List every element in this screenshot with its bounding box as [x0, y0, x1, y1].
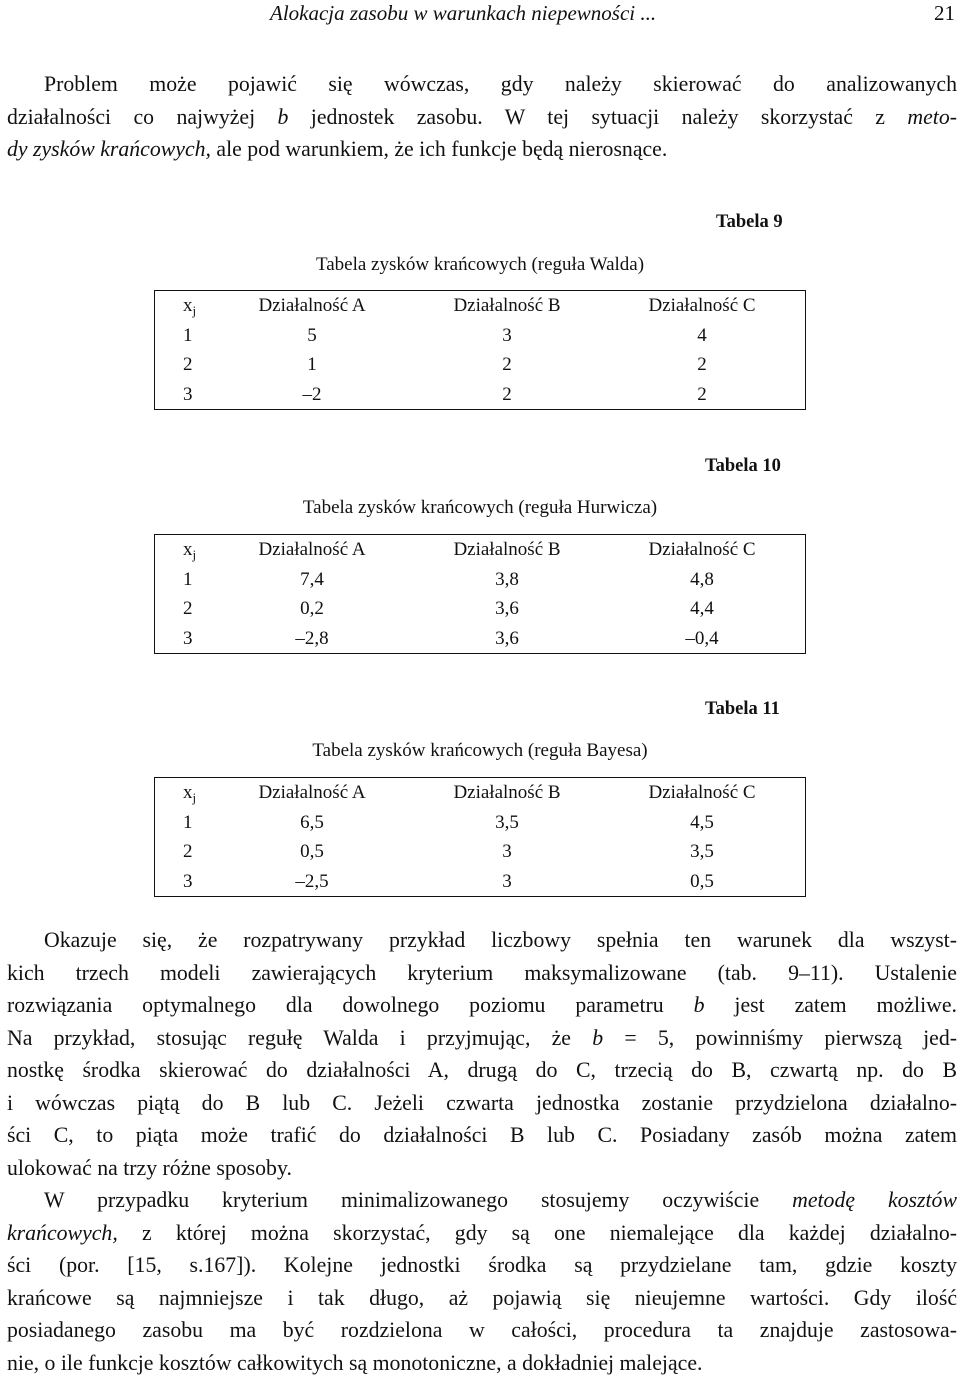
table-bayesa — [154, 777, 806, 897]
intro-paragraph — [7, 68, 957, 166]
table-label: Tabela 11 — [705, 699, 780, 720]
table-row — [155, 321, 805, 351]
table-cell: 3,6 — [427, 624, 587, 654]
page-number: 21 — [934, 0, 955, 26]
table-row — [155, 624, 805, 654]
table-cell: 4,5 — [622, 808, 782, 838]
text-line: dy zysków krańcowych, ale pod warunkiem, że ich funkcje będą nierosnące. — [7, 133, 957, 166]
header-cell: Działalność C — [622, 291, 782, 321]
table-cell: 3,8 — [427, 565, 587, 595]
table-caption: Tabela zysków krańcowych (reguła Bayesa) — [0, 740, 960, 762]
table-cell: 7,4 — [232, 565, 392, 595]
header-cell: $x_j$ — [183, 778, 253, 813]
header-cell: $x_j$ — [183, 535, 253, 570]
table-header-row — [155, 291, 805, 321]
text-line: posiadanego zasobu ma być rozdzielona w całości, procedura ta znajduje zastosowa- — [7, 1314, 957, 1347]
table-cell: 1 — [183, 808, 253, 838]
table-cell: –2,5 — [232, 867, 392, 897]
text-line: Problem może pojawić się wówczas, gdy należy skierować do analizowanych — [7, 68, 957, 101]
table-cell: 2 — [427, 350, 587, 380]
header-cell: Działalność A — [232, 778, 392, 808]
header-cell: Działalność B — [427, 291, 587, 321]
text-line: ści (por. [15, s.167]). Kolejne jednostki środka są przydzielane tam, gdzie koszty — [7, 1249, 957, 1282]
text-line: Na przykład, stosując regułę Walda i przyjmując, że b = 5, powinniśmy pierwszą jed- — [7, 1022, 957, 1055]
table-header-row — [155, 778, 805, 808]
table-cell: 3 — [183, 380, 253, 410]
table-cell: 6,5 — [232, 808, 392, 838]
table-label: Tabela 9 — [716, 212, 783, 233]
table-hurwicza — [154, 534, 806, 654]
table-cell: –2,8 — [232, 624, 392, 654]
text-line: nostkę środka skierować do działalności A, drugą do C, trzecią do B, czwartą np. do B — [7, 1054, 957, 1087]
running-title: Alokacja zasobu w warunkach niepewności ... — [270, 0, 656, 26]
table-cell: 1 — [232, 350, 392, 380]
table-row — [155, 380, 805, 410]
header-cell: Działalność B — [427, 535, 587, 565]
header-cell: Działalność A — [232, 535, 392, 565]
table-cell: 3 — [183, 867, 253, 897]
header-cell: Działalność A — [232, 291, 392, 321]
table-cell: 1 — [183, 565, 253, 595]
table-header-row — [155, 535, 805, 565]
table-cell: –0,4 — [622, 624, 782, 654]
text-line: ści C, to piąta może trafić do działalności B lub C. Posiadany zasób można zatem — [7, 1119, 957, 1152]
text-line: kich trzech modeli zawierających kryterium maksymalizowane (tab. 9–11). Ustalenie — [7, 957, 957, 990]
table-cell: 2 — [427, 380, 587, 410]
table-label: Tabela 10 — [705, 456, 781, 477]
text-line: krańcowe są najmniejsze i tak długo, aż pojawią się nieujemne wartości. Gdy ilość — [7, 1282, 957, 1315]
table-row — [155, 837, 805, 867]
table-cell: 3 — [427, 837, 587, 867]
text-line: W przypadku kryterium minimalizowanego stosujemy oczywiście metodę kosztów — [7, 1184, 957, 1217]
table-cell: 3,5 — [622, 837, 782, 867]
table-cell: 3 — [427, 321, 587, 351]
table-cell: 3 — [427, 867, 587, 897]
body-paragraph — [7, 1184, 957, 1379]
table-row — [155, 867, 805, 897]
text-line: rozwiązania optymalnego dla dowolnego poziomu parametru b jest zatem możliwe. — [7, 989, 957, 1022]
table-cell: 0,5 — [232, 837, 392, 867]
text-line: działalności co najwyżej b jednostek zasobu. W tej sytuacji należy skorzystać z meto- — [7, 101, 957, 134]
table-row — [155, 565, 805, 595]
table-caption: Tabela zysków krańcowych (reguła Hurwicza) — [0, 497, 960, 519]
table-cell: 0,5 — [622, 867, 782, 897]
table-row — [155, 594, 805, 624]
text-line: krańcowych, z której można skorzystać, gdy są one niemalejące dla każdej działalno- — [7, 1217, 957, 1250]
table-caption: Tabela zysków krańcowych (reguła Walda) — [0, 254, 960, 276]
header-cell: $x_j$ — [183, 291, 253, 326]
table-cell: 0,2 — [232, 594, 392, 624]
table-row — [155, 350, 805, 380]
table-cell: 2 — [622, 380, 782, 410]
table-cell: 2 — [183, 350, 253, 380]
table-cell: 3,5 — [427, 808, 587, 838]
table-cell: 4,4 — [622, 594, 782, 624]
text-line: ulokować na trzy różne sposoby. — [7, 1152, 957, 1185]
text-line: nie, o ile funkcje kosztów całkowitych są monotoniczne, a dokładniej malejące. — [7, 1347, 957, 1379]
table-cell: 2 — [622, 350, 782, 380]
text-line: i wówczas piątą do B lub C. Jeżeli czwarta jednostka zostanie przydzielona działalno- — [7, 1087, 957, 1120]
header-cell: Działalność B — [427, 778, 587, 808]
table-cell: –2 — [232, 380, 392, 410]
table-cell: 3,6 — [427, 594, 587, 624]
table-cell: 4 — [622, 321, 782, 351]
table-cell: 1 — [183, 321, 253, 351]
body-paragraph — [7, 924, 957, 1184]
table-walda — [154, 290, 806, 410]
page-header — [0, 0, 960, 30]
header-cell: Działalność C — [622, 778, 782, 808]
table-cell: 3 — [183, 624, 253, 654]
table-cell: 4,8 — [622, 565, 782, 595]
text-line: Okazuje się, że rozpatrywany przykład liczbowy spełnia ten warunek dla wszyst- — [7, 924, 957, 957]
table-cell: 2 — [183, 837, 253, 867]
table-cell: 2 — [183, 594, 253, 624]
header-cell: Działalność C — [622, 535, 782, 565]
table-row — [155, 808, 805, 838]
table-cell: 5 — [232, 321, 392, 351]
